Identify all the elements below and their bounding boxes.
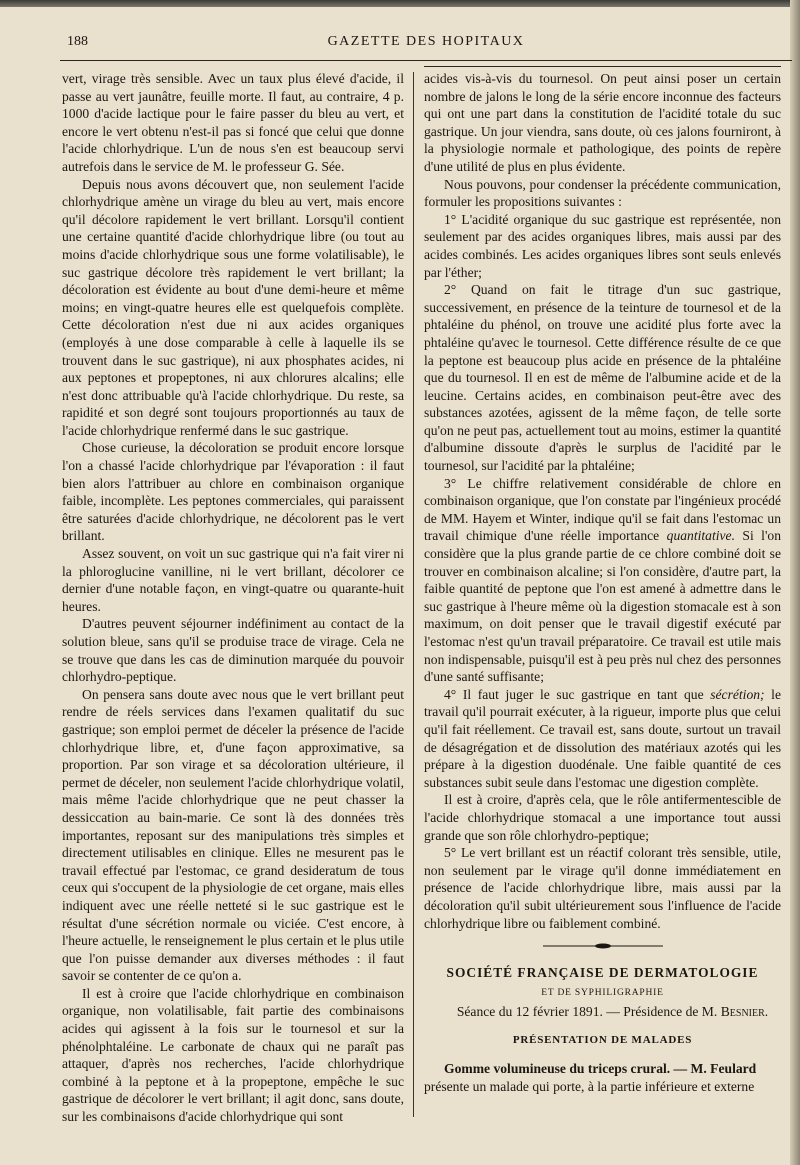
left-column — [62, 70, 404, 1126]
page-header — [60, 34, 792, 54]
president-name: Besnier. — [720, 1003, 769, 1019]
header-rule — [60, 60, 792, 61]
paragraph: 5° Le vert brillant est un réactif colorant très sensible, utile, non seulement par le virage qu'il donne immédiatement en présence de l'acide chlorhydrique libre, mais aussi par la décoloration qu'il subit ultérieurement sous l'influence de l'acide chlorhydrique libre ou faiblement combiné. — [424, 845, 781, 931]
society-subtitle: ET DE SYPHILIGRAPHIE — [541, 988, 664, 999]
page-edge — [790, 0, 800, 1165]
session-line — [424, 1003, 781, 1021]
header-rule-right — [424, 66, 781, 67]
running-title: GAZETTE DES HOPITAUX — [327, 34, 525, 49]
paragraph: Nous pouvons, pour condenser la précédente communication, formuler les propositions suivantes : — [424, 176, 781, 210]
emphasis: sécrétion; — [710, 686, 765, 702]
section-heading: PRÉSENTATION DE MALADES — [512, 1034, 693, 1047]
paragraph: D'autres peuvent séjourner indéfiniment au contact de la solution bleue, sans qu'il se produise trace de virage. Cela ne se trouve que dans les cas de diminution marquée du pouvoir chlorhydro-peptique. — [62, 616, 404, 685]
paragraph: 1° L'acidité organique du suc gastrique est représentée, non seulement par des acides organiques libres, mais aussi par des acides combinés. Les acides organiques libres sont seuls enlevés par l'éther; — [424, 211, 781, 280]
paragraph: Depuis nous avons découvert que, non seulement l'acide chlorhydrique amène un virage du bleu au vert, mais encore qu'il décolore rapidement le vert brillant. Lorsqu'il contient une certaine quantité d'acide chlorhydrique libre (ou tout au moins d'acide chlorhydrique sous une forme volatilisable), le suc gastrique décolore très rapidement le vert brillant; la décoloration est évidente au bout d'une demi-heure et même moins; en vingt-quatre heures elle est quelquefois complète. Cette décoloration n'est due ni aux acides organiques (employés à une dose comparable à celle à laquelle ils se trouvent dans le suc gastrique), ni aux phosphates acides, ni aux peptones et propeptones, ni aux chlorures alcalins; elle n'est donc attribuable qu'à l'acide chlorhydrique. Du reste, sa rapidité et son degré sont toujours proportionnés au taux de l'acide chlorhydrique renfermé dans le suc gastrique. — [62, 176, 404, 438]
paragraph: vert, virage très sensible. Avec un taux plus élevé d'acide, il passe au vert jaunâtre, feuille morte. Il faut, au contraire, 4 p. 1000 d'acide lactique pour le faire passer du bleu au vert, et encore le vert obtenu n'est-il pas si foncé que celui que donne l'acide chlorhydrique. L'un de nous s'en est beaucoup servi autrefois dans le service de M. le professeur G. Sée. — [62, 71, 404, 174]
top-edge — [0, 0, 800, 7]
paragraph: Assez souvent, on voit un suc gastrique qui n'a fait virer ni la phloroglucine vanilline, ni le vert brillant, décolorer ce dernier d'une notable façon, en vingt-quatre ou quarante-huit heures. — [62, 546, 404, 614]
paragraph: Il est à croire que l'acide chlorhydrique en combinaison organique, non volatilisable, fait partie des combinaisons acides qui agissent à la fois sur le tournesol et sur la phénolphtaléine. Le carbonate de chaux qui ne paraît pas attaquer, d'après nos recherches, l'acide chlorhydrique combiné à la peptone et à la propeptone, empêche le suc gastrique de décolorer le vert brillant; il agit donc, sans doute, sur les combinaisons d'acide chlorhydrique qui sont — [62, 985, 404, 1125]
session-text: Séance du 12 février 1891. — Présidence de M. — [456, 1003, 721, 1019]
text-run: 3° Le chiffre relativement considérable de chlore en combinaison organique, que l'on constate par l'ingénieux procédé de MM. Hayem et Winter, indique qu'il se fait dans l'estomac un travail chimique d'une réelle importance — [424, 475, 781, 544]
paragraph: 2° Quand on fait le titrage d'un suc gastrique, successivement, en présence de la teinture de tournesol et de la phtaléine du phénol, on trouve une acidité plus forte avec la phtaléine qu'avec le tournesol. Cette différence résulte de ce que la peptone est beaucoup plus acide en présence de la phtaléine que du tournesol. Il en est de même de l'albumine acide et de la leucine. Certains acides, en combinaison peut-être avec des substances azotées, agissent de la même façon, de telle sorte qu'on ne peut pas, actuellement tout au moins, estimer la quantité d'albumine dissoute d'après le surplus de l'acidité par le tournesol, sur l'acidité par la phtaléine; — [424, 282, 781, 474]
emphasis: quantitative. — [666, 528, 735, 544]
case-paragraph — [424, 1060, 781, 1078]
paragraph — [424, 475, 781, 686]
society-title: SOCIÉTÉ FRANÇAISE DE DERMATOLOGIE — [446, 964, 759, 980]
page-number: 188 — [67, 34, 88, 49]
text-run: Si l'on considère que la plus grande partie de ce chlore combiné doit se trouver en combinaison alcaline; si l'on considère, d'autre part, la faible quantité de peptone que l'on est amené à admettre dans le suc gastrique à l'heure même où la digestion stomacale est à son maximum, on doit penser que le travail digestif exécuté par l'estomac n'est qu'un travail préparatoire. Ce travail est utile mais non indispensable, puisqu'il est à peu près nul chez des personnes d'une santé suffisante; — [424, 528, 781, 685]
paragraph: Chose curieuse, la décoloration se produit encore lorsque l'on a chassé l'acide chlorhydrique par l'évaporation : il faut bien alors l'attribuer au chlore en combinaison organique faible, incomplète. Les peptones commerciales, qui paraissent être saturées d'acide chlorhydrique, ne décolorent pas le vert brillant. — [62, 440, 404, 544]
ornament-rule — [543, 943, 663, 949]
paragraph: Il est à croire, d'après cela, que le rôle antifermentescible de l'acide chlorhydrique stomacal a une importance tout aussi grande que son rôle chlorhydro-peptique; — [424, 792, 781, 843]
right-column — [424, 70, 781, 1095]
paragraph: On pensera sans doute avec nous que le vert brillant peut rendre de réels services dans l'examen qualitatif du suc gastrique; son emploi permet de déceler la présence de l'acide chlorhydrique libre, et, d'une façon approximative, sa proportion. Par son virage et sa décoloration ultérieure, il permet de déceler, non seulement l'acide chlorhydrique volatil, mais même l'acide chlorhydrique que ne peut chasser la dessiccation au bain-marie. Ce sont là des données très importantes, reposant sur des manipulations très simples et directement utilisables en clinique. Elles ne mesurent pas le travail effectué par l'estomac, ce grand desideratum de tous ceux qui s'occupent de la physiologie de cet organe, mais elles indiquent avec une réelle netteté si le suc gastrique est le résultat d'une sécrétion normale ou viciée. C'est encore, à l'heure actuelle, le renseignement le plus certain et le plus utile que l'on puisse demander aux diverses méthodes : il faut savoir se contenter de ce qu'on a. — [62, 686, 404, 984]
paragraph: acides vis-à-vis du tournesol. On peut ainsi poser un certain nombre de jalons le long de la série encore inconnue des facteurs qui ont une part dans la constitution de l'acidité totale du suc gastrique. Un jour viendra, sans doute, où ces jalons fourniront, à la physiologie normale et pathologique, des points de repère d'une utilité de plus en plus évidente. — [424, 71, 781, 174]
column-divider — [413, 72, 414, 1117]
text-run: le travail qu'il pourrait exécuter, à la rigueur, importe plus que celui qu'il fait réellement. Ce travail est, sans doute, surtout un travail de désagrégation et de dissolution des matériaux azotés qui les prépare à la digestion duodénale. Une faible quantité de ces substances subit seule dans l'estomac une digestion complète. — [424, 686, 781, 790]
case-text: présente un malade qui porte, à la partie inférieure et externe — [424, 1078, 755, 1094]
paragraph — [424, 686, 781, 792]
text-run: 4° Il faut juger le suc gastrique en tant que — [444, 686, 711, 702]
section-ornament — [424, 938, 781, 956]
case-title: Gomme volumineuse du triceps crural. — M. Feulard — [444, 1061, 757, 1077]
